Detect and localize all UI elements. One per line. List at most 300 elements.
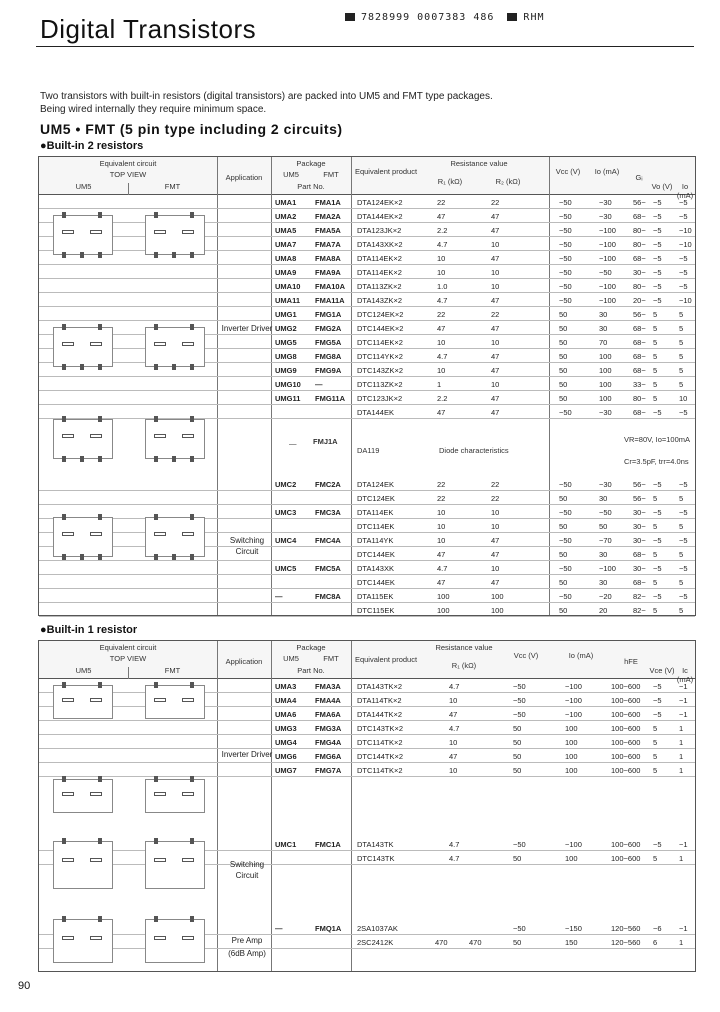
table-cell: 68~ — [633, 550, 646, 559]
table-row — [39, 533, 695, 547]
table-cell: −5 — [653, 212, 662, 221]
table-cell: FMC5A — [315, 564, 341, 573]
table-cell: 10 — [437, 338, 446, 347]
table-cell: 1 — [679, 724, 684, 733]
hdr-io2: Io (mA) — [676, 182, 694, 200]
hdr-top-view: TOP VIEW — [109, 654, 147, 663]
table-cell: 22 — [491, 494, 500, 503]
table-cell: −30 — [599, 408, 612, 417]
table-cell: 1 — [679, 854, 684, 863]
table-row — [39, 391, 695, 405]
um5-circuit-icon — [53, 215, 113, 255]
table-cell: 50 — [513, 854, 522, 863]
table-cell: FMA10A — [315, 282, 346, 291]
table-row — [39, 561, 695, 575]
table-row — [39, 491, 695, 505]
table-cell: 47 — [437, 578, 446, 587]
table-cell: −50 — [559, 226, 572, 235]
section-title: UM5 • FMT (5 pin type including 2 circuits) — [40, 121, 343, 137]
table-cell: 50 — [513, 738, 522, 747]
table-cell: 47 — [491, 394, 500, 403]
table-cell: 30~ — [633, 522, 646, 531]
table-cell: 4.7 — [449, 840, 460, 849]
table-cell: 5 — [679, 366, 684, 375]
table-cell: 10 — [449, 696, 458, 705]
table-cell: −50 — [559, 268, 572, 277]
table-cell: UMA11 — [275, 296, 301, 305]
intro-line-2: Being wired internally they require minimum space. — [40, 104, 267, 115]
table-row — [39, 679, 695, 693]
table-cell: DTA144EK×2 — [357, 212, 403, 221]
table-cell: −50 — [559, 212, 572, 221]
table-cell: 50 — [559, 352, 568, 361]
table-cell: −100 — [565, 710, 582, 719]
table-cell: 10 — [437, 536, 446, 545]
table-cell: DTA143XK — [357, 564, 394, 573]
table-cell: −5 — [653, 840, 662, 849]
diode-characteristics: Diode characteristics — [439, 446, 509, 455]
table-cell: −5 — [653, 282, 662, 291]
table-row — [39, 547, 695, 561]
table-cell: DTA143TK×2 — [357, 682, 403, 691]
table-cell: 22 — [491, 198, 500, 207]
table-cell: −50 — [513, 710, 526, 719]
fmt-circuit-icon — [145, 779, 205, 813]
table-cell: 22 — [437, 310, 446, 319]
diode-note-1: VR=80V, Io=100mA — [624, 435, 691, 444]
table-cell: FMA9A — [315, 268, 341, 277]
table-cell: 50 — [559, 550, 568, 559]
table-row — [39, 851, 695, 865]
table-cell: 10 — [437, 254, 446, 263]
um5-circuit-icon — [53, 919, 113, 963]
table-cell: 10 — [491, 522, 500, 531]
table-cell: 10 — [491, 268, 500, 277]
table-cell: 5 — [679, 338, 684, 347]
barcode-block-icon — [345, 13, 355, 21]
fmj-part: FMJ1A — [313, 437, 338, 446]
table-cell: 4.7 — [449, 854, 460, 863]
hdr-pkg-um5: UM5 — [283, 170, 299, 179]
table-row — [39, 363, 695, 377]
table-cell: DTA114TK×2 — [357, 696, 402, 705]
table-cell: −5 — [653, 226, 662, 235]
table-row — [39, 505, 695, 519]
table-cell: DTA143TK — [357, 840, 394, 849]
table-cell: DTC144EK — [357, 550, 395, 559]
table-cell: FMG9A — [315, 366, 342, 375]
table-cell: 100 — [437, 606, 450, 615]
table-cell: 5 — [679, 324, 684, 333]
table-cell: 4.7 — [449, 724, 460, 733]
table-cell: 100~600 — [611, 710, 641, 719]
table-cell: −50 — [559, 536, 572, 545]
table-cell: — — [315, 380, 323, 389]
table-cell: −5 — [679, 564, 688, 573]
table-cell: 100 — [565, 766, 578, 775]
table-cell: DTC144TK×2 — [357, 752, 404, 761]
table-row — [39, 195, 695, 209]
table-cell: FMA2A — [315, 212, 341, 221]
table-cell: 120~560 — [611, 938, 641, 947]
table-cell: 100~600 — [611, 724, 641, 733]
table-cell: FMC2A — [315, 480, 341, 489]
table-cell: 100 — [565, 854, 578, 863]
table-row — [39, 265, 695, 279]
table-cell: −50 — [513, 924, 526, 933]
table-row — [39, 735, 695, 749]
table-row — [39, 603, 695, 617]
fmj-dash: — — [289, 439, 297, 448]
table-cell: 100 — [599, 352, 612, 361]
table-cell: 5 — [653, 394, 658, 403]
table-cell: DTC114TK×2 — [357, 738, 403, 747]
table-cell: DTC124EK×2 — [357, 310, 404, 319]
table-cell: 68~ — [633, 212, 646, 221]
table-cell: −10 — [679, 296, 692, 305]
table-cell: −6 — [653, 924, 662, 933]
table-cell: 5 — [653, 724, 658, 733]
table-cell: −5 — [679, 198, 688, 207]
table-cell: FMC3A — [315, 508, 341, 517]
table-cell: FMA4A — [315, 696, 341, 705]
table-cell: −50 — [559, 198, 572, 207]
application-preamp: Pre Amp — [231, 936, 263, 945]
hdr-hfe: hFE — [624, 657, 638, 666]
table-cell: 56~ — [633, 480, 646, 489]
table-cell: 50 — [559, 578, 568, 587]
table-cell: DTA124EK — [357, 480, 394, 489]
table-cell: 80~ — [633, 240, 646, 249]
table-cell: 10 — [491, 564, 500, 573]
hdr-r1: R₁ (kΩ) — [451, 661, 477, 670]
table-cell: 5 — [653, 854, 658, 863]
table-cell: DTC114EK — [357, 522, 395, 531]
table-cell: 4.7 — [437, 296, 448, 305]
table-row — [39, 575, 695, 589]
table-row — [39, 377, 695, 391]
table-cell: 56~ — [633, 494, 646, 503]
table-cell: −5 — [653, 592, 662, 601]
table-cell: 10 — [491, 380, 500, 389]
barcode-strip — [345, 12, 544, 23]
table-cell: DTA114YK — [357, 536, 394, 545]
table-cell: 5 — [653, 522, 658, 531]
table-cell: 5 — [679, 578, 684, 587]
hdr-resistance-value: Resistance value — [435, 643, 493, 652]
table-cell: FMG7A — [315, 766, 342, 775]
table-cell: UMC5 — [275, 564, 297, 573]
table-cell: 50 — [513, 724, 522, 733]
table-cell: FMA5A — [315, 226, 341, 235]
hdr-vce: Vce (V) — [649, 666, 675, 675]
table-cell: DTA113ZK×2 — [357, 282, 402, 291]
table-cell: 47 — [491, 324, 500, 333]
table-cell: −50 — [559, 564, 572, 573]
table-row — [39, 251, 695, 265]
hdr-equivalent-circuit: Equivalent circuit — [99, 159, 157, 168]
table-row — [39, 749, 695, 763]
table-cell: 5 — [653, 366, 658, 375]
hdr-ic: Ic (mA) — [676, 666, 694, 684]
table-one-resistor — [38, 640, 696, 972]
table-cell: 100~600 — [611, 738, 641, 747]
table-cell: UMG6 — [275, 752, 297, 761]
table-cell: −70 — [599, 536, 612, 545]
table-cell: FMC1A — [315, 840, 341, 849]
table-cell: DTA114EK×2 — [357, 268, 402, 277]
table-cell: 10 — [491, 282, 500, 291]
hdr-vcc: Vcc (V) — [555, 167, 581, 176]
table-cell: UMC1 — [275, 840, 297, 849]
table-cell: −50 — [599, 508, 612, 517]
hdr-application: Application — [225, 657, 263, 666]
table-row — [39, 307, 695, 321]
table-cell: 22 — [437, 480, 446, 489]
table-cell: −20 — [599, 592, 612, 601]
table-cell: DTA144EK — [357, 408, 394, 417]
col-divider — [128, 183, 129, 195]
table-cell: 5 — [679, 352, 684, 361]
table-cell: 10 — [491, 240, 500, 249]
table-cell: 30~ — [633, 564, 646, 573]
hdr-pkg-fmt: FMT — [323, 654, 339, 663]
table-cell: UMG4 — [275, 738, 297, 747]
table-cell: 30~ — [633, 536, 646, 545]
table-cell: 30~ — [633, 268, 646, 277]
table-cell: 50 — [559, 522, 568, 531]
table-cell: −5 — [679, 480, 688, 489]
table-cell: 47 — [437, 550, 446, 559]
table-cell: 5 — [653, 494, 658, 503]
table-cell: −50 — [559, 480, 572, 489]
table-cell: 10 — [437, 508, 446, 517]
table-cell: DTA124EK×2 — [357, 198, 403, 207]
table-cell: 56~ — [633, 310, 646, 319]
table-cell: FMG11A — [315, 394, 346, 403]
page-number: 90 — [18, 980, 31, 992]
table-cell: FMA6A — [315, 710, 341, 719]
table1-header — [39, 157, 695, 200]
table-row — [39, 335, 695, 349]
table-cell: DTA143XK×2 — [357, 240, 403, 249]
fmt-circuit-icon — [145, 517, 205, 557]
barcode-block-icon — [507, 13, 517, 21]
table-cell: −5 — [653, 564, 662, 573]
table-row — [39, 293, 695, 307]
table-cell: UMA7 — [275, 240, 297, 249]
table-cell: 5 — [653, 380, 658, 389]
table-cell: DTA143ZK×2 — [357, 296, 403, 305]
table-cell: FMC4A — [315, 536, 341, 545]
table-cell: UMC4 — [275, 536, 297, 545]
table-cell: UMA8 — [275, 254, 297, 263]
um5-circuit-icon — [53, 419, 113, 459]
table-cell: DTC144EK×2 — [357, 324, 404, 333]
table-cell: 82~ — [633, 592, 646, 601]
table-cell: 50 — [559, 324, 568, 333]
table-cell: −30 — [599, 480, 612, 489]
diode-part: DA119 — [357, 446, 380, 455]
table-cell: −100 — [599, 296, 616, 305]
table-cell: UMA4 — [275, 696, 297, 705]
table-cell: DTA114EK — [357, 508, 394, 517]
table-cell: 20~ — [633, 296, 646, 305]
table-cell: −100 — [565, 840, 582, 849]
table-row — [39, 921, 695, 935]
hdr-fmt: FMT — [164, 182, 181, 191]
table-cell: 100~600 — [611, 854, 641, 863]
table-cell: −5 — [653, 682, 662, 691]
table-row — [39, 707, 695, 721]
table-cell: −5 — [653, 508, 662, 517]
table-cell: DTC115EK — [357, 606, 395, 615]
table-cell: DTC113ZK×2 — [357, 380, 403, 389]
table-cell: 100 — [437, 592, 450, 601]
table-cell: 47 — [491, 212, 500, 221]
table-cell: DTC114EK×2 — [357, 338, 403, 347]
table-cell: −100 — [565, 682, 582, 691]
table-cell: 22 — [437, 494, 446, 503]
table-cell: 1.0 — [437, 282, 448, 291]
intro-text — [40, 90, 660, 116]
table-cell: 30 — [599, 324, 608, 333]
table-cell: −5 — [679, 536, 688, 545]
table-cell: −5 — [653, 710, 662, 719]
table-cell: −1 — [679, 682, 688, 691]
table-cell: UMA9 — [275, 268, 297, 277]
table-cell: FMG2A — [315, 324, 342, 333]
hdr-application: Application — [225, 173, 263, 182]
table-cell: UMG11 — [275, 394, 301, 403]
table-cell: −30 — [599, 212, 612, 221]
table-cell: 47 — [437, 408, 446, 417]
um5-circuit-icon — [53, 327, 113, 367]
table-cell: 5 — [679, 606, 684, 615]
table-cell: −50 — [599, 268, 612, 277]
table-cell: 80~ — [633, 282, 646, 291]
table-cell: FMG8A — [315, 352, 342, 361]
hdr-gi: Gᵢ — [635, 173, 643, 182]
table-cell: UMA1 — [275, 198, 297, 207]
table-cell: FMA11A — [315, 296, 345, 305]
table-cell: 68~ — [633, 254, 646, 263]
table-row — [39, 935, 695, 949]
table-cell: 10 — [437, 522, 446, 531]
hdr-pkg-um5: UM5 — [283, 654, 299, 663]
table-cell: −5 — [653, 696, 662, 705]
hdr-part-no: Part No. — [297, 182, 325, 191]
table-cell: −1 — [679, 840, 688, 849]
barcode-brand: RHM — [523, 12, 545, 23]
table-cell: 5 — [653, 752, 658, 761]
table-cell: DTC143TK×2 — [357, 724, 404, 733]
table-cell: 5 — [653, 578, 658, 587]
table-row — [39, 279, 695, 293]
table-cell: 68~ — [633, 352, 646, 361]
table-cell: 1 — [679, 738, 684, 747]
table-cell: DTA144TK×2 — [357, 710, 403, 719]
table-cell: 10 — [679, 394, 688, 403]
table-cell: 50 — [559, 494, 568, 503]
table-cell: UMA5 — [275, 226, 297, 235]
table-cell: DTC143TK — [357, 854, 395, 863]
table-cell: UMG1 — [275, 310, 297, 319]
table-cell: 2.2 — [437, 394, 448, 403]
table-cell: 47 — [491, 226, 500, 235]
table-cell: −5 — [679, 254, 688, 263]
table-cell: FMG6A — [315, 752, 342, 761]
table-cell: 50 — [513, 766, 522, 775]
table-cell: −5 — [653, 254, 662, 263]
hdr-io: Io (mA) — [594, 167, 620, 176]
table-cell: 47 — [491, 352, 500, 361]
table-cell: 80~ — [633, 394, 646, 403]
table-cell: 68~ — [633, 366, 646, 375]
table-cell: −50 — [559, 508, 572, 517]
table-cell: 50 — [559, 338, 568, 347]
application-preamp-gain: (6dB Amp) — [228, 949, 266, 958]
um5-circuit-icon — [53, 685, 113, 719]
table-cell: 47 — [491, 366, 500, 375]
table-cell: DTC144EK — [357, 578, 395, 587]
table-cell: UMG3 — [275, 724, 297, 733]
table-cell: −50 — [513, 840, 526, 849]
table-cell: −1 — [679, 710, 688, 719]
table-cell: UMC2 — [275, 480, 297, 489]
table-cell: 30 — [599, 310, 608, 319]
table-cell: 100~600 — [611, 682, 641, 691]
table-cell: 47 — [491, 536, 500, 545]
table-cell: FMA7A — [315, 240, 341, 249]
table-cell: UMG5 — [275, 338, 297, 347]
hdr-vcc: Vcc (V) — [513, 651, 539, 660]
table-cell: −50 — [559, 254, 572, 263]
table-cell: 10 — [437, 366, 446, 375]
hdr-io: Io (mA) — [568, 651, 594, 660]
table-cell: 100 — [565, 724, 578, 733]
table-cell: 100 — [491, 592, 504, 601]
table-cell: UMA10 — [275, 282, 301, 291]
table-cell: 100 — [599, 366, 612, 375]
um5-circuit-icon — [53, 779, 113, 813]
hdr-um5: UM5 — [75, 182, 92, 191]
table-cell: 100 — [491, 606, 504, 615]
fmt-circuit-icon — [145, 919, 205, 963]
table-cell: 1 — [679, 938, 684, 947]
table-cell: 120~560 — [611, 924, 641, 933]
table-cell: −100 — [599, 254, 616, 263]
table-cell: 4.7 — [437, 564, 448, 573]
table-cell: 5 — [653, 310, 658, 319]
table-cell: −100 — [599, 564, 616, 573]
table-cell: 80~ — [633, 226, 646, 235]
table-cell: FMA1A — [315, 198, 341, 207]
table-cell: 47 — [437, 324, 446, 333]
hdr-equivalent-circuit: Equivalent circuit — [99, 643, 157, 652]
table-cell: −50 — [559, 282, 572, 291]
table-cell: 4.7 — [437, 240, 448, 249]
table-cell: 10 — [437, 268, 446, 277]
table-cell: 22 — [491, 310, 500, 319]
hdr-resistance-value: Resistance value — [450, 159, 508, 168]
table-cell: 50 — [513, 938, 522, 947]
table-cell: 5 — [653, 550, 658, 559]
table-cell: −10 — [679, 240, 692, 249]
table-cell: 100~600 — [611, 766, 641, 775]
table-cell: −5 — [653, 240, 662, 249]
table-cell: −5 — [679, 508, 688, 517]
